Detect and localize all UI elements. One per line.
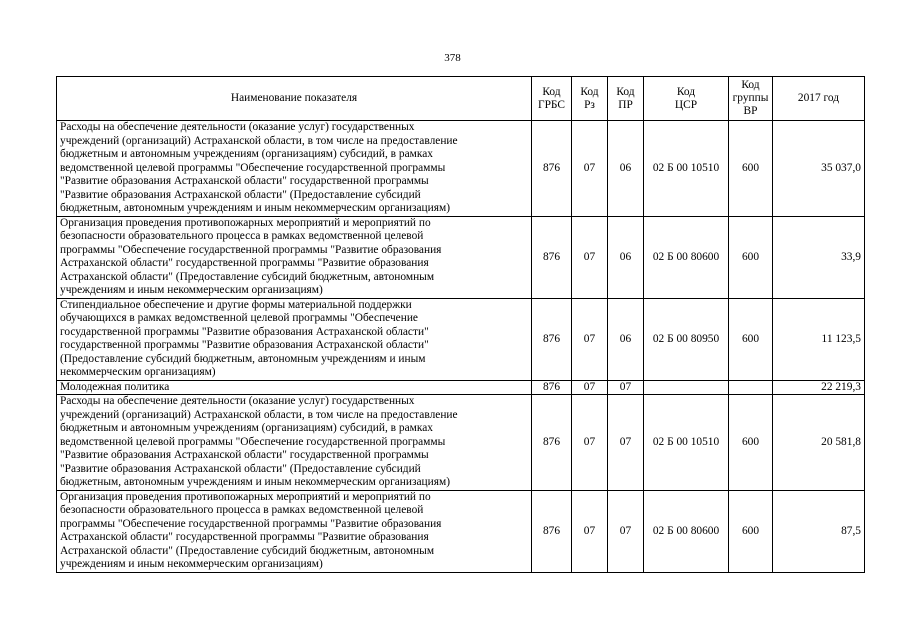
row-grbs: 876 <box>532 490 572 572</box>
row-amount: 11 123,5 <box>773 298 865 380</box>
row-name <box>57 298 532 380</box>
header-pr: Код ПР <box>608 77 644 121</box>
row-name-line: учреждениям и иным некоммерческим организациям) <box>60 284 323 296</box>
table-row <box>57 298 865 380</box>
row-name-line: безопасности образовательного процесса в рамках ведомственной целевой <box>60 504 424 516</box>
row-name-line: Астраханской области" (Предоставление субсидий бюджетным, автономным <box>60 544 435 557</box>
row-name-line: Астраханской области" (Предоставление субсидий бюджетным, автономным <box>60 270 435 283</box>
row-rz: 07 <box>572 380 608 395</box>
row-name-line: учреждениям и иным некоммерческим организациям) <box>60 558 323 570</box>
row-name-line: программы "Обеспечение государственной программы "Развитие образования <box>60 243 442 256</box>
row-name-line: Астраханской области" государственной программы "Развитие образования <box>60 531 429 543</box>
row-name-line: бюджетным, автономным учреждениям и иным некоммерческим организациям) <box>60 202 450 214</box>
row-grbs: 876 <box>532 395 572 491</box>
row-name-line: государственной программы "Развитие образования Астраханской области" <box>60 339 429 351</box>
header-row <box>57 77 865 121</box>
table-row <box>57 395 865 491</box>
table-row <box>57 216 865 298</box>
row-amount: 20 581,8 <box>773 395 865 491</box>
row-name-line: Расходы на обеспечение деятельности (оказание услуг) государственных <box>60 395 415 407</box>
row-pr: 06 <box>608 298 644 380</box>
page-number: 378 <box>444 52 461 64</box>
header-vr: Код группы ВР <box>729 77 773 121</box>
row-vr: 600 <box>729 216 773 298</box>
row-name-line: бюджетным и автономным учреждениям (организациям) субсидий, в рамках <box>60 148 433 160</box>
row-rz: 07 <box>572 216 608 298</box>
row-pr: 07 <box>608 395 644 491</box>
row-amount: 33,9 <box>773 216 865 298</box>
row-csr: 02 Б 00 10510 <box>644 121 729 217</box>
row-name-line: ведомственной целевой программы "Обеспечение государственной программы <box>60 161 446 174</box>
row-rz: 07 <box>572 395 608 491</box>
row-name-line: бюджетным, автономным учреждениям и иным некоммерческим организациям) <box>60 476 450 488</box>
row-amount: 35 037,0 <box>773 121 865 217</box>
row-name-line: "Развитие образования Астраханской области" государственной программы <box>60 449 429 461</box>
row-name <box>57 380 532 395</box>
row-csr <box>644 380 729 395</box>
row-name-line: Организация проведения противопожарных мероприятий и мероприятий по <box>60 216 431 229</box>
row-amount: 22 219,3 <box>773 380 865 395</box>
row-name-line: (Предоставление субсидий бюджетным, автономным учреждениям и иным <box>60 352 426 365</box>
row-name <box>57 490 532 572</box>
row-pr: 06 <box>608 121 644 217</box>
header-grbs: Код ГРБС <box>532 77 572 121</box>
row-csr: 02 Б 00 80600 <box>644 216 729 298</box>
row-vr: 600 <box>729 490 773 572</box>
table-row <box>57 380 865 395</box>
row-rz: 07 <box>572 121 608 217</box>
row-rz: 07 <box>572 298 608 380</box>
row-csr: 02 Б 00 10510 <box>644 395 729 491</box>
header-name: Наименование показателя <box>57 77 532 121</box>
row-vr: 600 <box>729 121 773 217</box>
row-name <box>57 121 532 217</box>
budget-table <box>56 76 865 573</box>
header-year: 2017 год <box>773 77 865 121</box>
row-grbs: 876 <box>532 298 572 380</box>
row-name-line: государственной программы "Развитие образования Астраханской области" <box>60 325 429 338</box>
row-grbs: 876 <box>532 216 572 298</box>
row-csr: 02 Б 00 80600 <box>644 490 729 572</box>
row-grbs: 876 <box>532 380 572 395</box>
row-name-line: Молодежная политика <box>60 380 170 393</box>
row-pr: 07 <box>608 380 644 395</box>
row-name-line: "Развитие образования Астраханской области" (Предоставление субсидий <box>60 188 421 201</box>
header-rz: Код Рз <box>572 77 608 121</box>
row-name-line: Расходы на обеспечение деятельности (оказание услуг) государственных <box>60 121 415 133</box>
row-name-line: "Развитие образования Астраханской области" государственной программы <box>60 175 429 187</box>
row-pr: 07 <box>608 490 644 572</box>
table-row <box>57 121 865 217</box>
table-row <box>57 490 865 572</box>
row-name-line: Стипендиальное обеспечение и другие формы материальной поддержки <box>60 298 412 311</box>
row-csr: 02 Б 00 80950 <box>644 298 729 380</box>
row-amount: 87,5 <box>773 490 865 572</box>
row-name-line: "Развитие образования Астраханской области" (Предоставление субсидий <box>60 462 421 475</box>
row-name-line: Организация проведения противопожарных мероприятий и мероприятий по <box>60 490 431 503</box>
row-pr: 06 <box>608 216 644 298</box>
row-name <box>57 395 532 491</box>
row-name-line: бюджетным и автономным учреждениям (организациям) субсидий, в рамках <box>60 422 433 434</box>
row-name-line: учреждений (организаций) Астраханской области, в том числе на предоставление <box>60 134 458 147</box>
header-csr: Код ЦСР <box>644 77 729 121</box>
row-name-line: некоммерческим организациям) <box>60 366 216 378</box>
row-vr: 600 <box>729 395 773 491</box>
row-rz: 07 <box>572 490 608 572</box>
row-name-line: безопасности образовательного процесса в рамках ведомственной целевой <box>60 230 424 242</box>
table-body <box>57 121 865 573</box>
row-grbs: 876 <box>532 121 572 217</box>
row-vr <box>729 380 773 395</box>
row-name <box>57 216 532 298</box>
row-name-line: программы "Обеспечение государственной программы "Развитие образования <box>60 517 442 530</box>
row-name-line: обучающихся в рамках ведомственной целевой программы "Обеспечение <box>60 312 418 324</box>
row-name-line: Астраханской области" государственной программы "Развитие образования <box>60 257 429 269</box>
row-name-line: учреждений (организаций) Астраханской области, в том числе на предоставление <box>60 408 458 421</box>
row-name-line: ведомственной целевой программы "Обеспечение государственной программы <box>60 435 446 448</box>
row-vr: 600 <box>729 298 773 380</box>
